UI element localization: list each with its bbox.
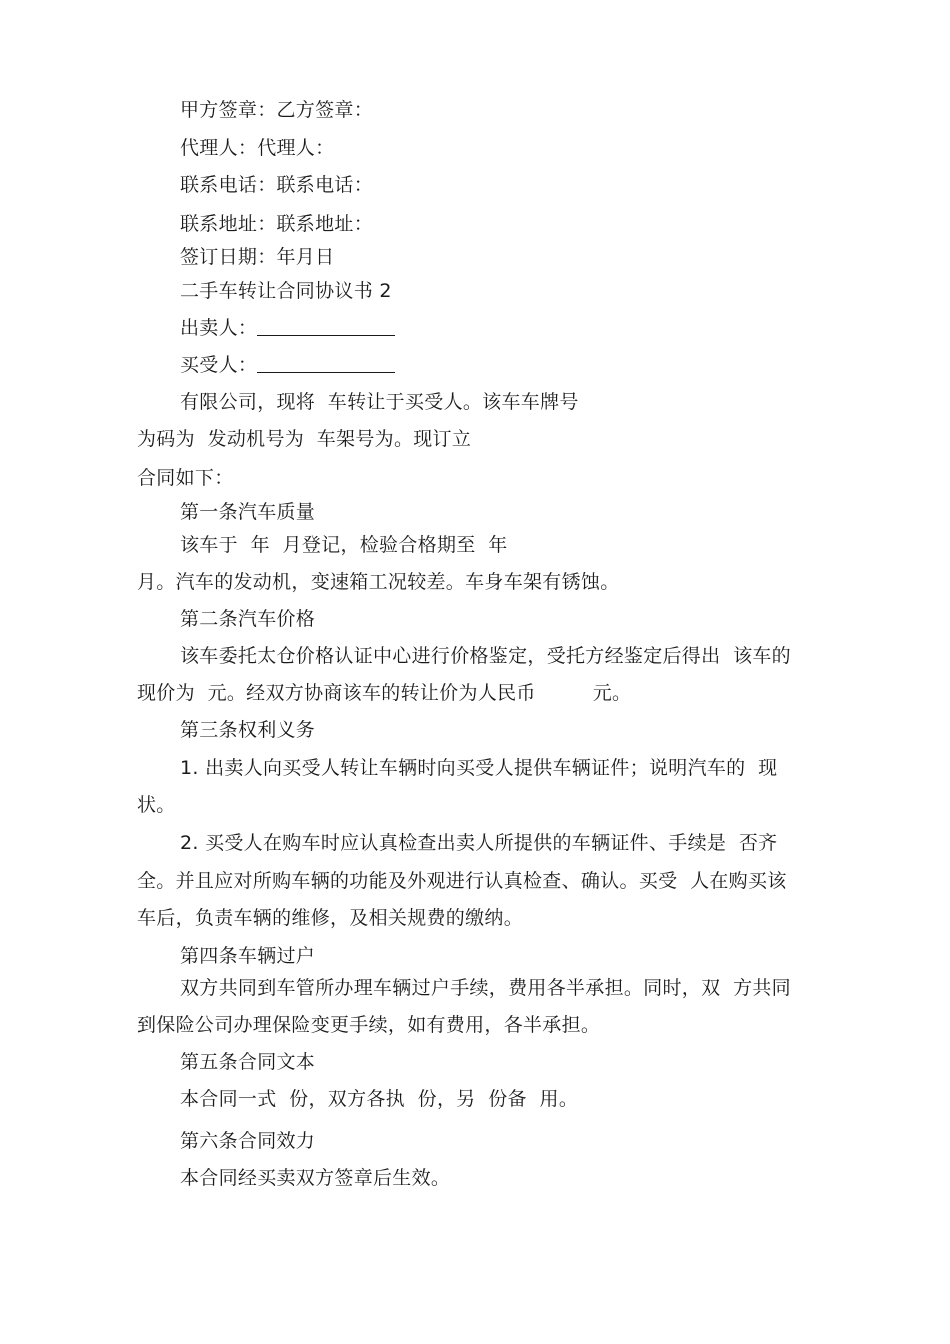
address-line: 联系地址：联系地址： (180, 213, 374, 235)
article-2-text: 现价为 元。经双方协商该车的转让价为人民币 元。 (137, 682, 632, 704)
signature-line: 甲方签章：乙方签章： (180, 99, 374, 121)
phone-line: 联系电话：联系电话： (180, 174, 374, 196)
article-1-title: 第一条汽车质量 (180, 501, 316, 523)
article-6-title: 第六条合同效力 (180, 1130, 316, 1152)
article-1-text: 月。汽车的发动机，变速箱工况较差。车身车架有锈蚀。 (137, 571, 620, 593)
seller-line (180, 316, 395, 340)
seller-blank (257, 317, 395, 336)
intro-paragraph-line: 合同如下： (137, 467, 234, 489)
intro-paragraph-line: 有限公司，现将 车转让于买受人。该车车牌号 (180, 391, 579, 413)
buyer-label: 买受人： (180, 354, 258, 376)
article-5-title: 第五条合同文本 (180, 1051, 316, 1073)
article-4-text: 到保险公司办理保险变更手续，如有费用，各半承担。 (137, 1014, 601, 1036)
intro-paragraph-line: 为码为 发动机号为 车架号为。现订立 (137, 428, 472, 450)
article-3-item: 2. 买受人在购车时应认真检查出卖人所提供的车辆证件、手续是 否齐 (180, 832, 778, 854)
article-3-item: 全。并且应对所购车辆的功能及外观进行认真检查、确认。买受 人在购买该 (137, 870, 787, 892)
article-5-text: 本合同一式 份，双方各执 份，另 份备 用。 (180, 1088, 579, 1110)
article-3-item: 状。 (137, 794, 176, 816)
buyer-line (180, 353, 395, 377)
date-line: 签订日期：年月日 (180, 246, 335, 268)
article-3-item: 1. 出卖人向买受人转让车辆时向买受人提供车辆证件；说明汽车的 现 (180, 757, 778, 779)
article-6-text: 本合同经买卖双方签章后生效。 (180, 1167, 451, 1189)
article-4-title: 第四条车辆过户 (180, 945, 316, 967)
contract-title: 二手车转让合同协议书 2 (180, 280, 392, 302)
article-2-text: 该车委托太仓价格认证中心进行价格鉴定，受托方经鉴定后得出 该车的 (180, 645, 791, 667)
article-1-text: 该车于 年 月登记，检验合格期至 年 (180, 534, 508, 556)
buyer-blank (257, 354, 395, 373)
article-3-item: 车后，负责车辆的维修，及相关规费的缴纳。 (137, 907, 524, 929)
article-2-title: 第二条汽车价格 (180, 608, 316, 630)
agent-line: 代理人：代理人： (180, 137, 335, 159)
article-3-title: 第三条权利义务 (180, 719, 316, 741)
seller-label: 出卖人： (180, 317, 258, 339)
article-4-text: 双方共同到车管所办理车辆过户手续，费用各半承担。同时，双 方共同 (180, 977, 791, 999)
